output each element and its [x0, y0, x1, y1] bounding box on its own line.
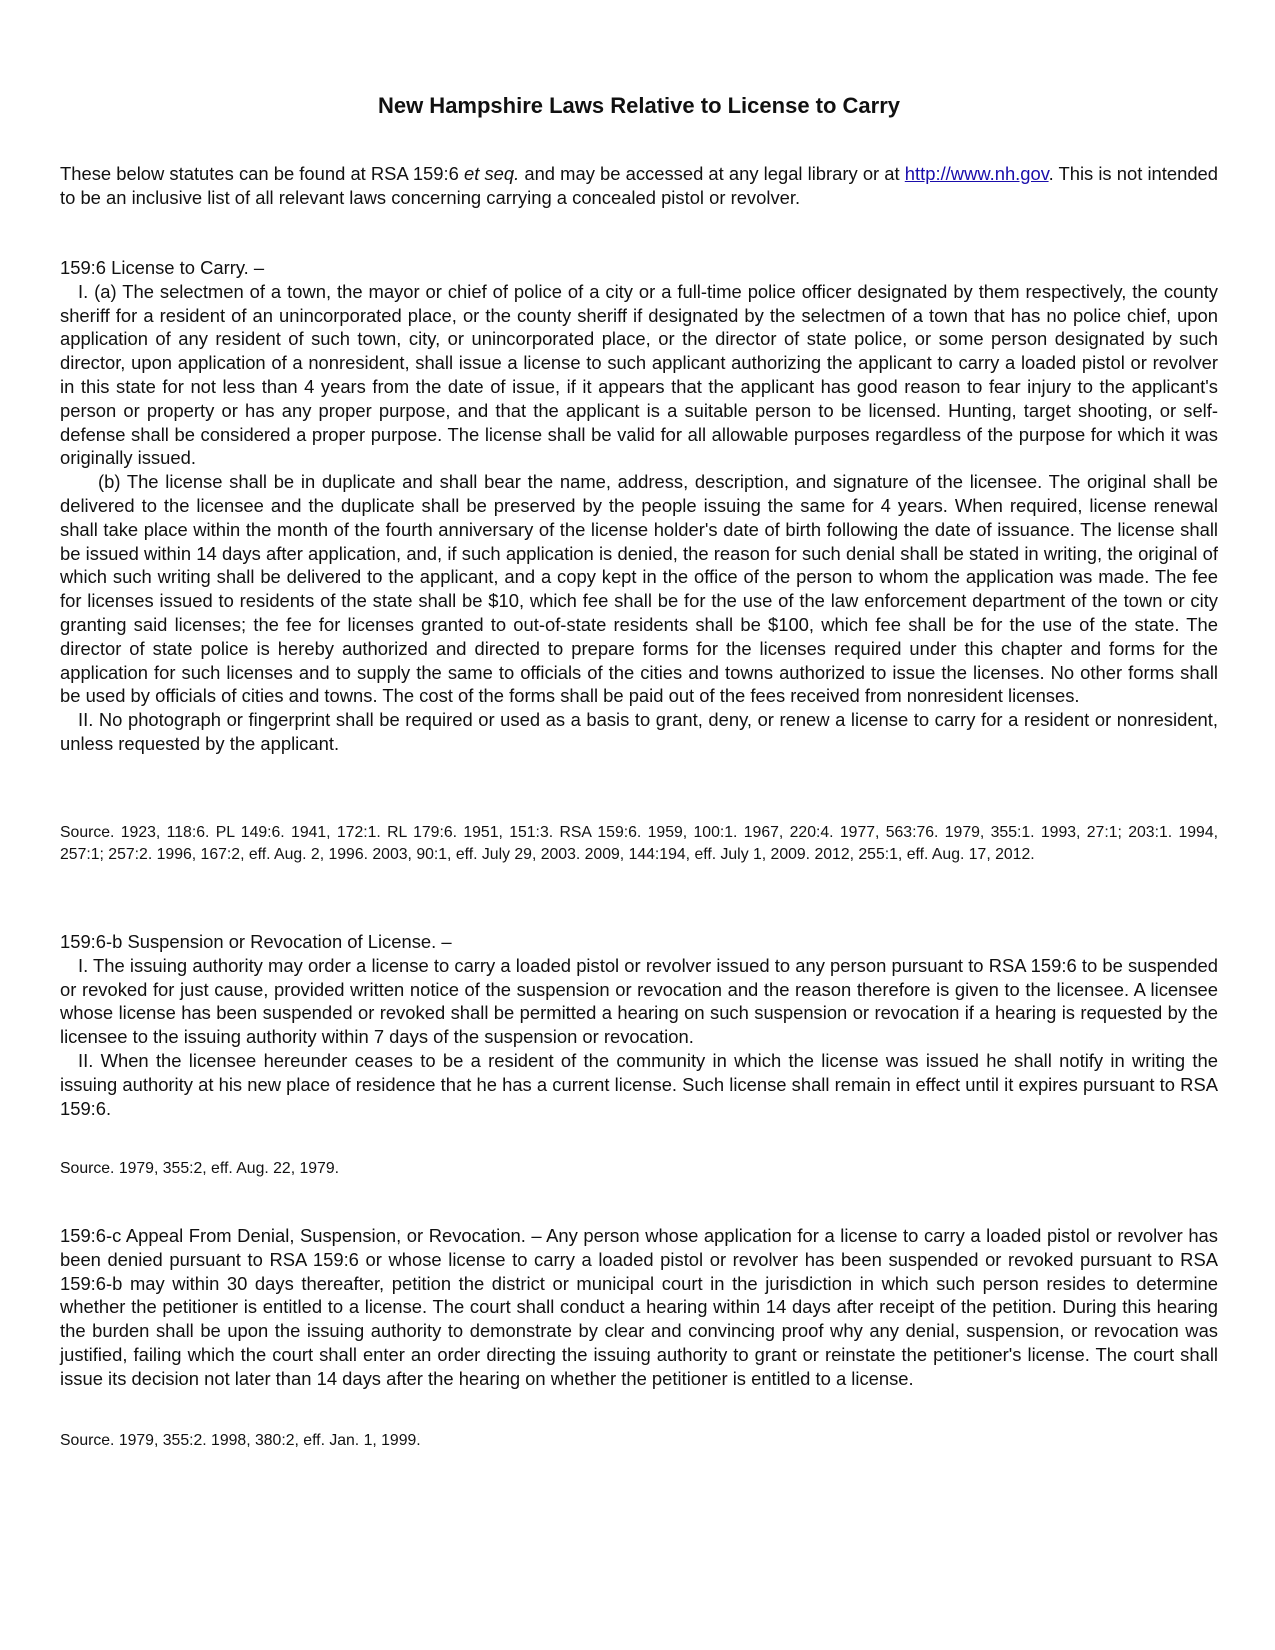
- section-paragraph-ii: II. When the licensee hereunder ceases to be a resident of the community in which the license was issued he shall notify in writing the issuing authority at his new place of residence that he has a current license. Such license shall remain in effect until it expires pursuant to RSA 159:6.: [60, 1049, 1218, 1119]
- section-heading: 159:6-c Appeal From Denial, Suspension, or Revocation. –: [60, 1225, 542, 1246]
- section-paragraph-i: I. The issuing authority may order a license to carry a loaded pistol or revolver issued to any person pursuant to RSA 159:6 to be suspended or revoked for just cause, provided written notice of the suspension or revocation and the reason therefore is given to the licensee. A licensee whose license has been suspended or revoked shall be permitted a hearing on such suspension or revocation if a hearing is requested by the licensee to the issuing authority within 7 days of the suspension or revocation.: [60, 954, 1218, 1048]
- section-heading: 159:6-b Suspension or Revocation of License. –: [60, 931, 452, 952]
- source-159-6-b: [60, 1158, 1218, 1180]
- intro-text-end: . This is not intended to be an inclusive list of all relevant laws concerning carrying a concealed pistol or revolver.: [60, 163, 1219, 208]
- source-citation: Source. 1979, 355:2. 1998, 380:2, eff. Jan. 1, 1999.: [60, 1432, 421, 1449]
- intro-block: [60, 162, 1218, 210]
- intro-text-after: and may be accessed at any legal library or at: [519, 163, 905, 184]
- source-159-6-c: [60, 1430, 1218, 1452]
- section-159-6-c: [60, 1224, 1218, 1391]
- section-paragraph-ii: II. No photograph or fingerprint shall be required or used as a basis to grant, deny, or renew a license to carry for a resident or nonresident, unless requested by the applicant.: [60, 709, 1218, 754]
- intro-italic-et-seq: et seq.: [463, 163, 520, 184]
- section-body: Any person whose application for a license to carry a loaded pistol or revolver has been denied pursuant to RSA 159:6 or whose license to carry a loaded pistol or revolver has been suspended or revoked pursuant to RSA 159:6-b may within 30 days thereafter, petition the district or municipal court in the jurisdiction in which such person resides to determine whether the petitioner is entitled to a license. The court shall conduct a hearing within 14 days after receipt of the petition. During this hearing the burden shall be upon the issuing authority to demonstrate by clear and convincing proof why any denial, suspension, or revocation was justified, failing which the court shall enter an order directing the issuing authority to grant or reinstate the petitioner's license. The court shall issue its decision not later than 14 days after the hearing on whether the petitioner is entitled to a license.: [60, 1225, 1218, 1389]
- source-citation: Source. 1923, 118:6. PL 149:6. 1941, 172:1. RL 179:6. 1951, 151:3. RSA 159:6. 1959, 100:1. 1967, 220:4. 1977, 563:76. 1979, 355:1. 1993, 27:1; 203:1. 1994, 257:1; 257:2. 1996, 167:2, eff. Aug. 2, 1996. 2003, 90:1, eff. July 29, 2003. 2009, 144:194, eff. July 1, 2009. 2012, 255:1, eff. Aug. 17, 2012.: [60, 824, 1218, 863]
- intro-paragraph: [60, 162, 1218, 210]
- section-159-6-b: [60, 930, 1218, 1120]
- document-title: New Hampshire Laws Relative to License to Carry: [377, 93, 901, 118]
- intro-text-before: These below statutes can be found at RSA 159:6: [60, 163, 464, 184]
- source-159-6: [60, 822, 1218, 865]
- section-paragraph-i-a: I. (a) The selectmen of a town, the mayor or chief of police of a city or a full-time police officer designated by them respectively, the county sheriff for a resident of an unincorporated place, or the county sheriff if designated by the selectmen of a town that has no police chief, upon application of any resident of such town, city, or unincorporated place, or the director of state police, or some person designated by such director, upon application of a nonresident, shall issue a license to such applicant authorizing the applicant to carry a loaded pistol or revolver in this state for not less than 4 years from the date of issue, if it appears that the applicant has good reason to fear injury to the applicant's person or property or has any proper purpose, and that the applicant is a suitable person to be licensed. Hunting, target shooting, or self-defense shall be considered a proper purpose. The license shall be valid for all allowable purposes regardless of the purpose for which it was originally issued.: [60, 280, 1218, 469]
- nh-gov-link[interactable]: http://www.nh.gov: [904, 163, 1049, 184]
- source-citation: Source. 1979, 355:2, eff. Aug. 22, 1979.: [60, 1160, 340, 1177]
- section-paragraph-appeal: [60, 1224, 1218, 1391]
- section-heading: 159:6 License to Carry. –: [60, 257, 265, 278]
- section-159-6: [60, 256, 1218, 756]
- section-paragraph-i-b: (b) The license shall be in duplicate and shall bear the name, address, description, and signature of the licensee. The original shall be delivered to the licensee and the duplicate shall be preserved by the people issuing the same for 4 years. When required, license renewal shall take place within the month of the fourth anniversary of the license holder's date of birth following the date of issuance. The license shall be issued within 14 days after application, and, if such application is denied, the reason for such denial shall be stated in writing, the original of which such writing shall be delivered to the applicant, and a copy kept in the office of the person to whom the application was made. The fee for licenses issued to residents of the state shall be $10, which fee shall be for the use of the law enforcement department of the town or city granting said licenses; the fee for licenses granted to out-of-state residents shall be $100, which fee shall be for the use of the state. The director of state police is hereby authorized and directed to prepare forms for the licenses required under this chapter and forms for the application for such licenses and to supply the same to officials of the cities and towns authorized to issue the licenses. No other forms shall be used by officials of cities and towns. The cost of the forms shall be paid out of the fees received from nonresident licenses.: [60, 471, 1218, 707]
